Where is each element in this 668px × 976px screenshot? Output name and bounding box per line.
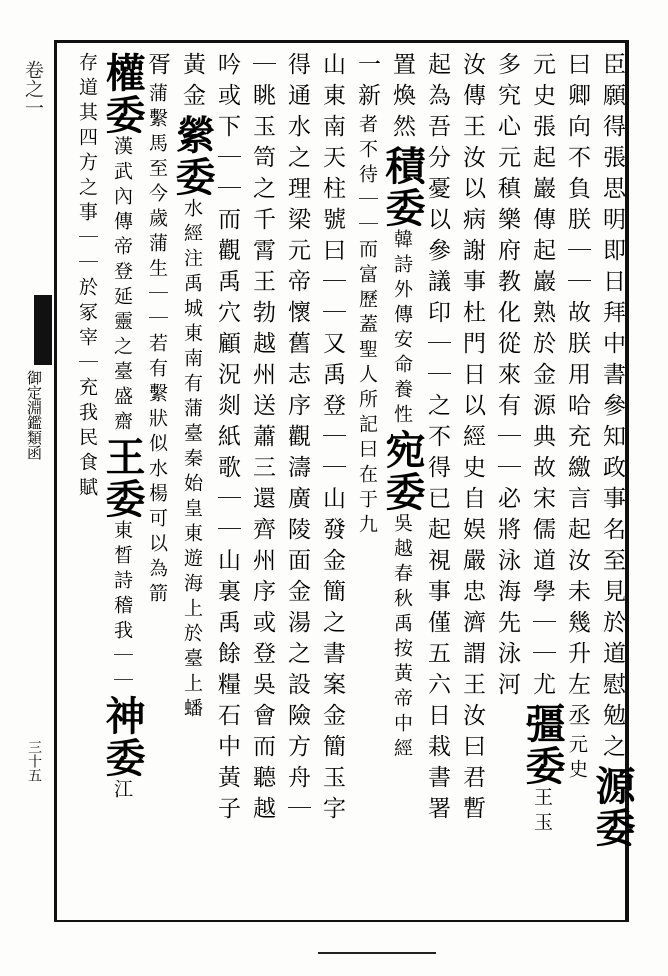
text-column [169, 52, 216, 912]
entry-headword: 積委 [379, 145, 426, 229]
entry-headword: 彊委 [519, 703, 566, 787]
entry-headword: 神委 [99, 695, 146, 779]
column-text: 王玉 [531, 787, 553, 837]
column-text: 汝傳王汝以病謝事杜門日以經史自娱嚴忠濟謂王汝曰君暫 [459, 52, 485, 827]
text-column [242, 52, 282, 912]
column-text: 山東南天柱號曰｜｜又禹登｜｜山發金簡之書案金簡玉字 [319, 52, 345, 827]
text-column [519, 52, 566, 912]
entry-headword: 權委 [99, 52, 146, 136]
column-text: 歷蓋聖人所記曰在于九 [356, 289, 378, 539]
column-text: 吟或下｜｜而觀禹穴顧況剡紙歌｜｜山裏禹餘糧石中黃子 [214, 52, 240, 827]
fish-tail-mark-icon [34, 295, 52, 365]
text-column [67, 52, 107, 912]
text-column [589, 52, 636, 912]
column-text: 吳越春秋禹按黃帝中經 [391, 513, 413, 763]
column-text: 胥 [144, 52, 170, 83]
column-text: 元史張起巖傳起巖熟於金源典故宋儒道學｜｜尤 [529, 52, 555, 703]
column-text: 曰卿向不負朕｜｜故朕用哈充繳言起汝未幾升左丞 [564, 52, 590, 734]
text-column [99, 52, 146, 912]
column-text: 水經注禹城東南有蒲臺秦始皇東遊海上於臺上蟠 [181, 198, 203, 723]
text-column [347, 52, 387, 912]
column-text: 多究心元稹樂府教化從來有｜｜必將泳海先泳河 [494, 52, 520, 703]
entry-headword: 源委 [589, 765, 636, 849]
margin-top-glyphs: 卷之一 [22, 60, 44, 117]
bottom-rule [318, 952, 436, 954]
column-text: 賦 [76, 477, 98, 502]
entry-headword: 王委 [99, 436, 146, 520]
column-text: 元史 [566, 734, 588, 784]
column-text: ｜充我民食 [76, 352, 98, 477]
column-text: 蒲繫馬至今歲蒲生｜｜若有繫狀似水楊可以為箭 [146, 83, 168, 608]
text-column [487, 52, 527, 912]
column-text: ｜眺玉笥之千霄王勃越州送蕭三還齊州序或登吳會而聽越 [249, 52, 275, 827]
text-column [452, 52, 492, 912]
column-text: 者不待｜｜而富 [356, 114, 378, 289]
column-text: 一新 [354, 52, 380, 114]
column-text: 韓詩外傳安命養性 [391, 229, 413, 429]
margin-page-number: 三十五 [26, 740, 42, 782]
column-text: 起為吾分憂以參議印｜｜之不得已起視事僅五六日栽書署 [424, 52, 450, 827]
column-text: 置煥然 [389, 52, 415, 145]
text-column [312, 52, 352, 912]
column-text: 存道其四方之事｜｜於冢宰 [76, 52, 98, 352]
column-text: 得通水之理梁元帝懷舊志序觀濤廣陵面金湯之設險方舟｜ [284, 52, 310, 827]
entry-headword: 宛委 [379, 429, 426, 513]
column-text: 臣願得張思明即日拜中書參知政事名至見於道慰勉之 [599, 52, 625, 765]
margin-book-title: 御定淵鑑類函 [25, 370, 43, 460]
column-text: 江 [111, 779, 133, 804]
text-column [277, 52, 317, 912]
column-text: 東晳詩稽我｜｜ [111, 520, 133, 695]
page-margin [14, 40, 54, 922]
column-text: 漢武內傳帝登延靈之臺盛齋 [111, 136, 133, 436]
entry-headword: 縈委 [169, 114, 216, 198]
text-column [379, 52, 426, 912]
column-text: 黃金 [179, 52, 205, 114]
